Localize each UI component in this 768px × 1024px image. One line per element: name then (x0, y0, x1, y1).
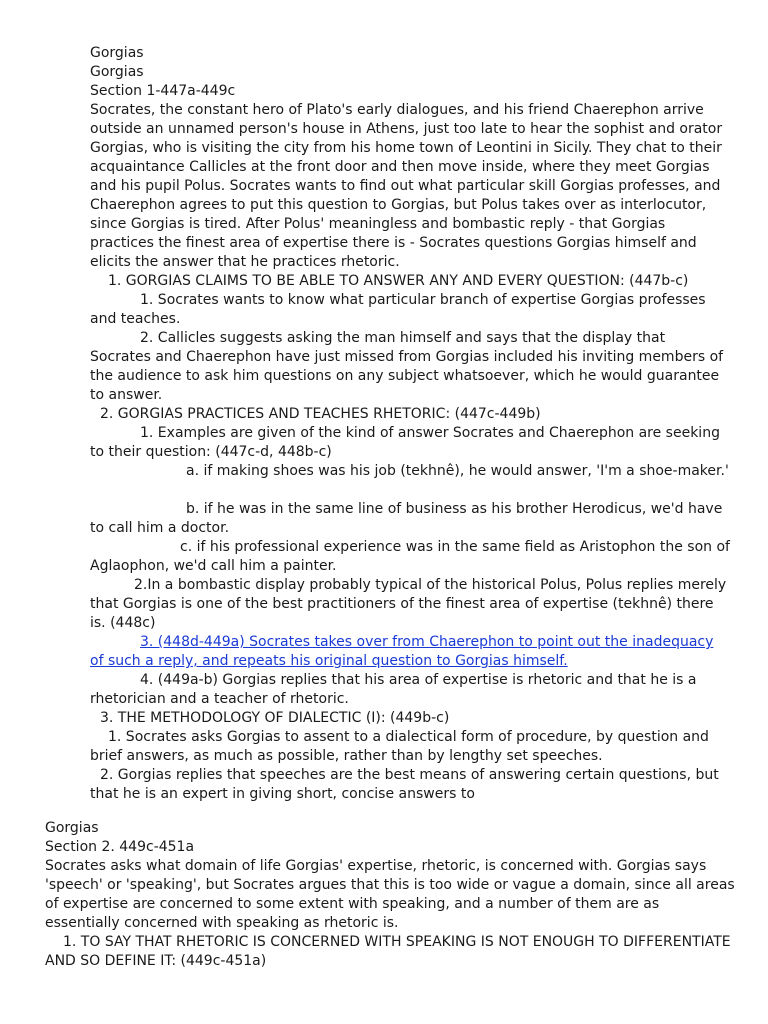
section-2 (45, 819, 735, 971)
outline-item-1-2: 2. Callicles suggests asking the man himself and says that the display that Socrates and Chaerephon have just missed from Gorgias included his inviting members of the audience to ask him questions on any subject whatsoever, which he would guarantee to answer. (90, 330, 724, 403)
outline-item-3-1: 1. Socrates asks Gorgias to assent to a dialectical form of procedure, by question and brief answers, as much as possible, rather than by lengthy set speeches. (90, 729, 709, 764)
outline-link-2-3[interactable]: 3. (448d-449a) Socrates takes over from Chaerephon to point out the inadequacy of such a reply, and repeats his original question to Gorgias himself. (90, 634, 714, 669)
section-2-outline-item-1: 1. TO SAY THAT RHETORIC IS CONCERNED WITH SPEAKING IS NOT ENOUGH TO DIFFERENTIATE AND SO DEFINE IT: (449c-451a) (45, 934, 731, 969)
blank-line (90, 481, 730, 500)
section-2-intro: Socrates asks what domain of life Gorgias' expertise, rhetoric, is concerned with. Gorgias says 'speech' or 'speaking', but Socrates argues that this is too wide or vague a domain, since all areas of expertise are concerned to some extent with speaking, and a number of them are as essentially concerned with speaking as rhetoric is. (45, 858, 735, 931)
outline-item-2-4: 4. (449a-b) Gorgias replies that his area of expertise is rhetoric and that he is a rhetorician and a teacher of rhetoric. (90, 672, 697, 707)
outline-item-2-1: 1. Examples are given of the kind of answer Socrates and Chaerephon are seeking to their question: (447c-d, 448b-c) (90, 425, 720, 460)
section-1 (90, 44, 730, 804)
outline-item-2-1-c: c. if his professional experience was in the same field as Aristophon the son of Aglaophon, we'd call him a painter. (90, 539, 730, 574)
outline-item-2-1-b: b. if he was in the same line of business as his brother Herodicus, we'd have to call him a doctor. (90, 501, 723, 536)
section-heading: Section 1-447a-449c (90, 83, 236, 99)
outline-item-2-1-a: a. if making shoes was his job (tekhnê), he would answer, 'I'm a shoe-maker.' (186, 463, 729, 479)
section-intro: Socrates, the constant hero of Plato's early dialogues, and his friend Chaerephon arrive outside an unnamed person's house in Athens, just too late to hear the sophist and orator Gorgias, who is visiting the city from his home town of Leontini in Sicily. They chat to their acquaintance Callicles at the front door and then move inside, where they meet Gorgias and his pupil Polus. Socrates wants to find out what particular skill Gorgias professes, and Chaerephon agrees to put this question to Gorgias, but Polus takes over as interlocutor, since Gorgias is tired. After Polus' meaningless and bombastic reply - that Gorgias practices the finest area of expertise there is - Socrates questions Gorgias himself and elicits the answer that he practices rhetoric. (90, 102, 723, 270)
outline-item-2: 2. GORGIAS PRACTICES AND TEACHES RHETORIC: (447c-449b) (100, 406, 541, 422)
outline-item-2-3 (90, 633, 730, 671)
outline-item-2-2: 2.In a bombastic display probably typical of the historical Polus, Polus replies merely that Gorgias is one of the best practitioners of the finest area of expertise (tekhnê) there is. (448c) (90, 577, 727, 631)
outline-item-1-1: 1. Socrates wants to know what particular branch of expertise Gorgias professes and teaches. (90, 292, 706, 327)
doc-title: Gorgias (90, 45, 144, 61)
section-2-heading: Section 2. 449c-451a (45, 839, 195, 855)
outline-item-1: 1. GORGIAS CLAIMS TO BE ABLE TO ANSWER ANY AND EVERY QUESTION: (447b-c) (108, 273, 689, 289)
doc-subtitle: Gorgias (90, 64, 144, 80)
section-2-title: Gorgias (45, 820, 99, 836)
outline-item-3-2: 2. Gorgias replies that speeches are the best means of answering certain questions, but that he is an expert in giving short, concise answers to (90, 767, 719, 802)
outline-item-3: 3. THE METHODOLOGY OF DIALECTIC (I): (449b-c) (100, 710, 450, 726)
